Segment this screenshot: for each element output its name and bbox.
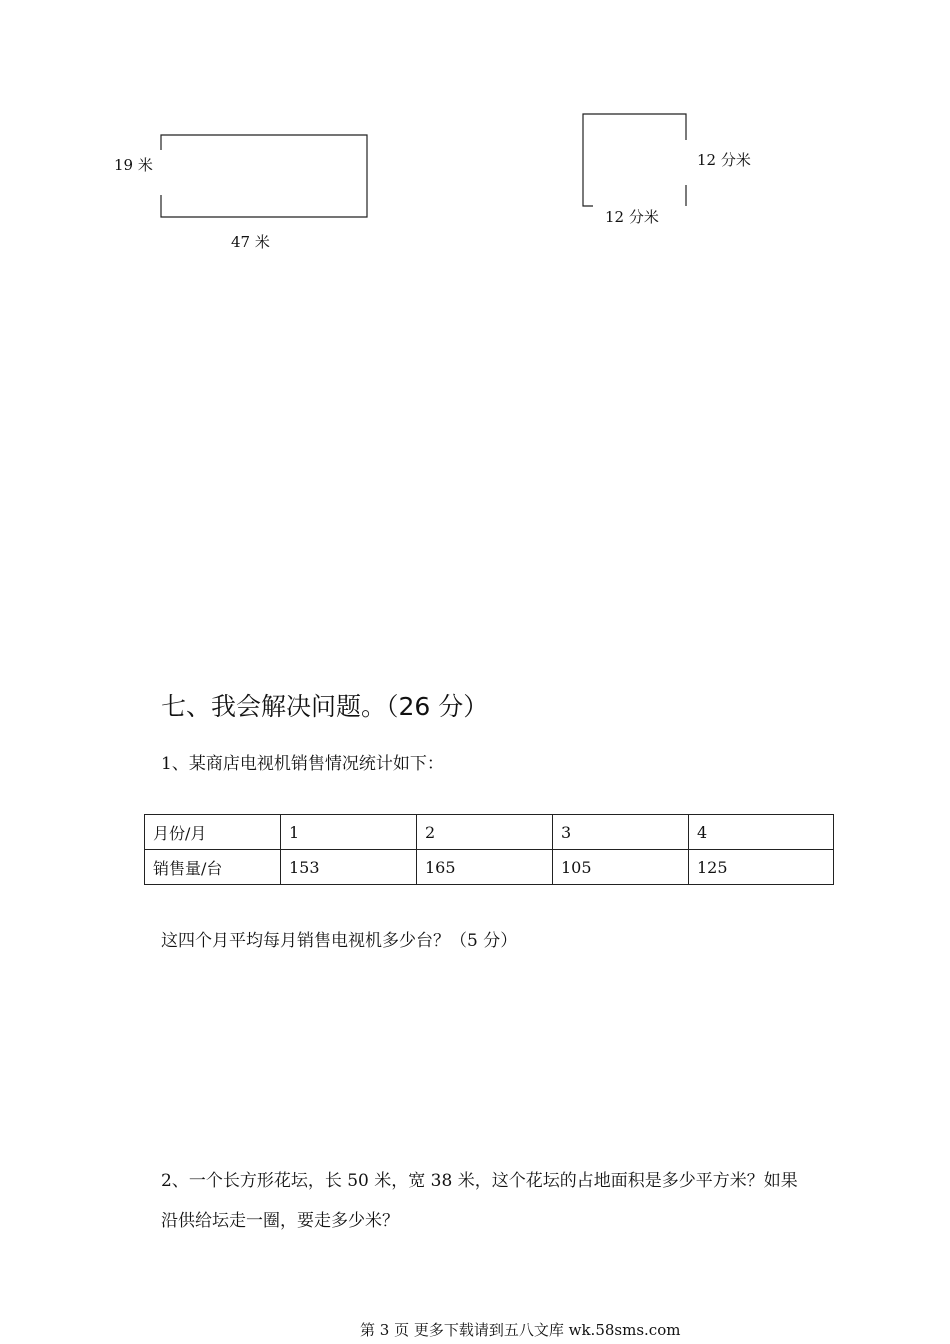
- square-bottom-label: 12 分米: [605, 208, 659, 226]
- square-right-label: 12 分米: [697, 151, 751, 169]
- table-row: [145, 850, 834, 885]
- table-header-cell: 月份/月: [145, 815, 281, 850]
- question-2-line-2: 沿供给坛走一圈，要走多少米？: [161, 1211, 399, 1231]
- table-row: [145, 815, 834, 850]
- sales-table: [144, 814, 834, 885]
- section-heading: 七、我会解决问题。（26 分）: [161, 692, 489, 721]
- table-cell: 153: [281, 850, 417, 885]
- question-1-prompt: 这四个月平均每月销售电视机多少台？（5 分）: [161, 931, 518, 951]
- rectangle-outline: [161, 135, 367, 217]
- table-cell: 3: [553, 815, 689, 850]
- table-cell: 165: [417, 850, 553, 885]
- table-header-cell: 销售量/台: [145, 850, 281, 885]
- table-cell: 4: [689, 815, 834, 850]
- rectangle-figure: [150, 125, 380, 230]
- table-cell: 1: [281, 815, 417, 850]
- rectangle-side-label: 19 米: [114, 156, 153, 174]
- square-outline: [583, 114, 686, 206]
- table-cell: 2: [417, 815, 553, 850]
- page-footer: 第 3 页 更多下载请到五八文库 wk.58sms.com: [360, 1321, 681, 1339]
- square-figure: [575, 105, 695, 215]
- table-cell: 125: [689, 850, 834, 885]
- rectangle-bottom-label: 47 米: [231, 233, 270, 251]
- table-cell: 105: [553, 850, 689, 885]
- question-1-text: 1、某商店电视机销售情况统计如下：: [161, 754, 444, 774]
- question-2-line-1: 2、一个长方形花坛，长 50 米，宽 38 米，这个花坛的占地面积是多少平方米？如果: [161, 1171, 798, 1191]
